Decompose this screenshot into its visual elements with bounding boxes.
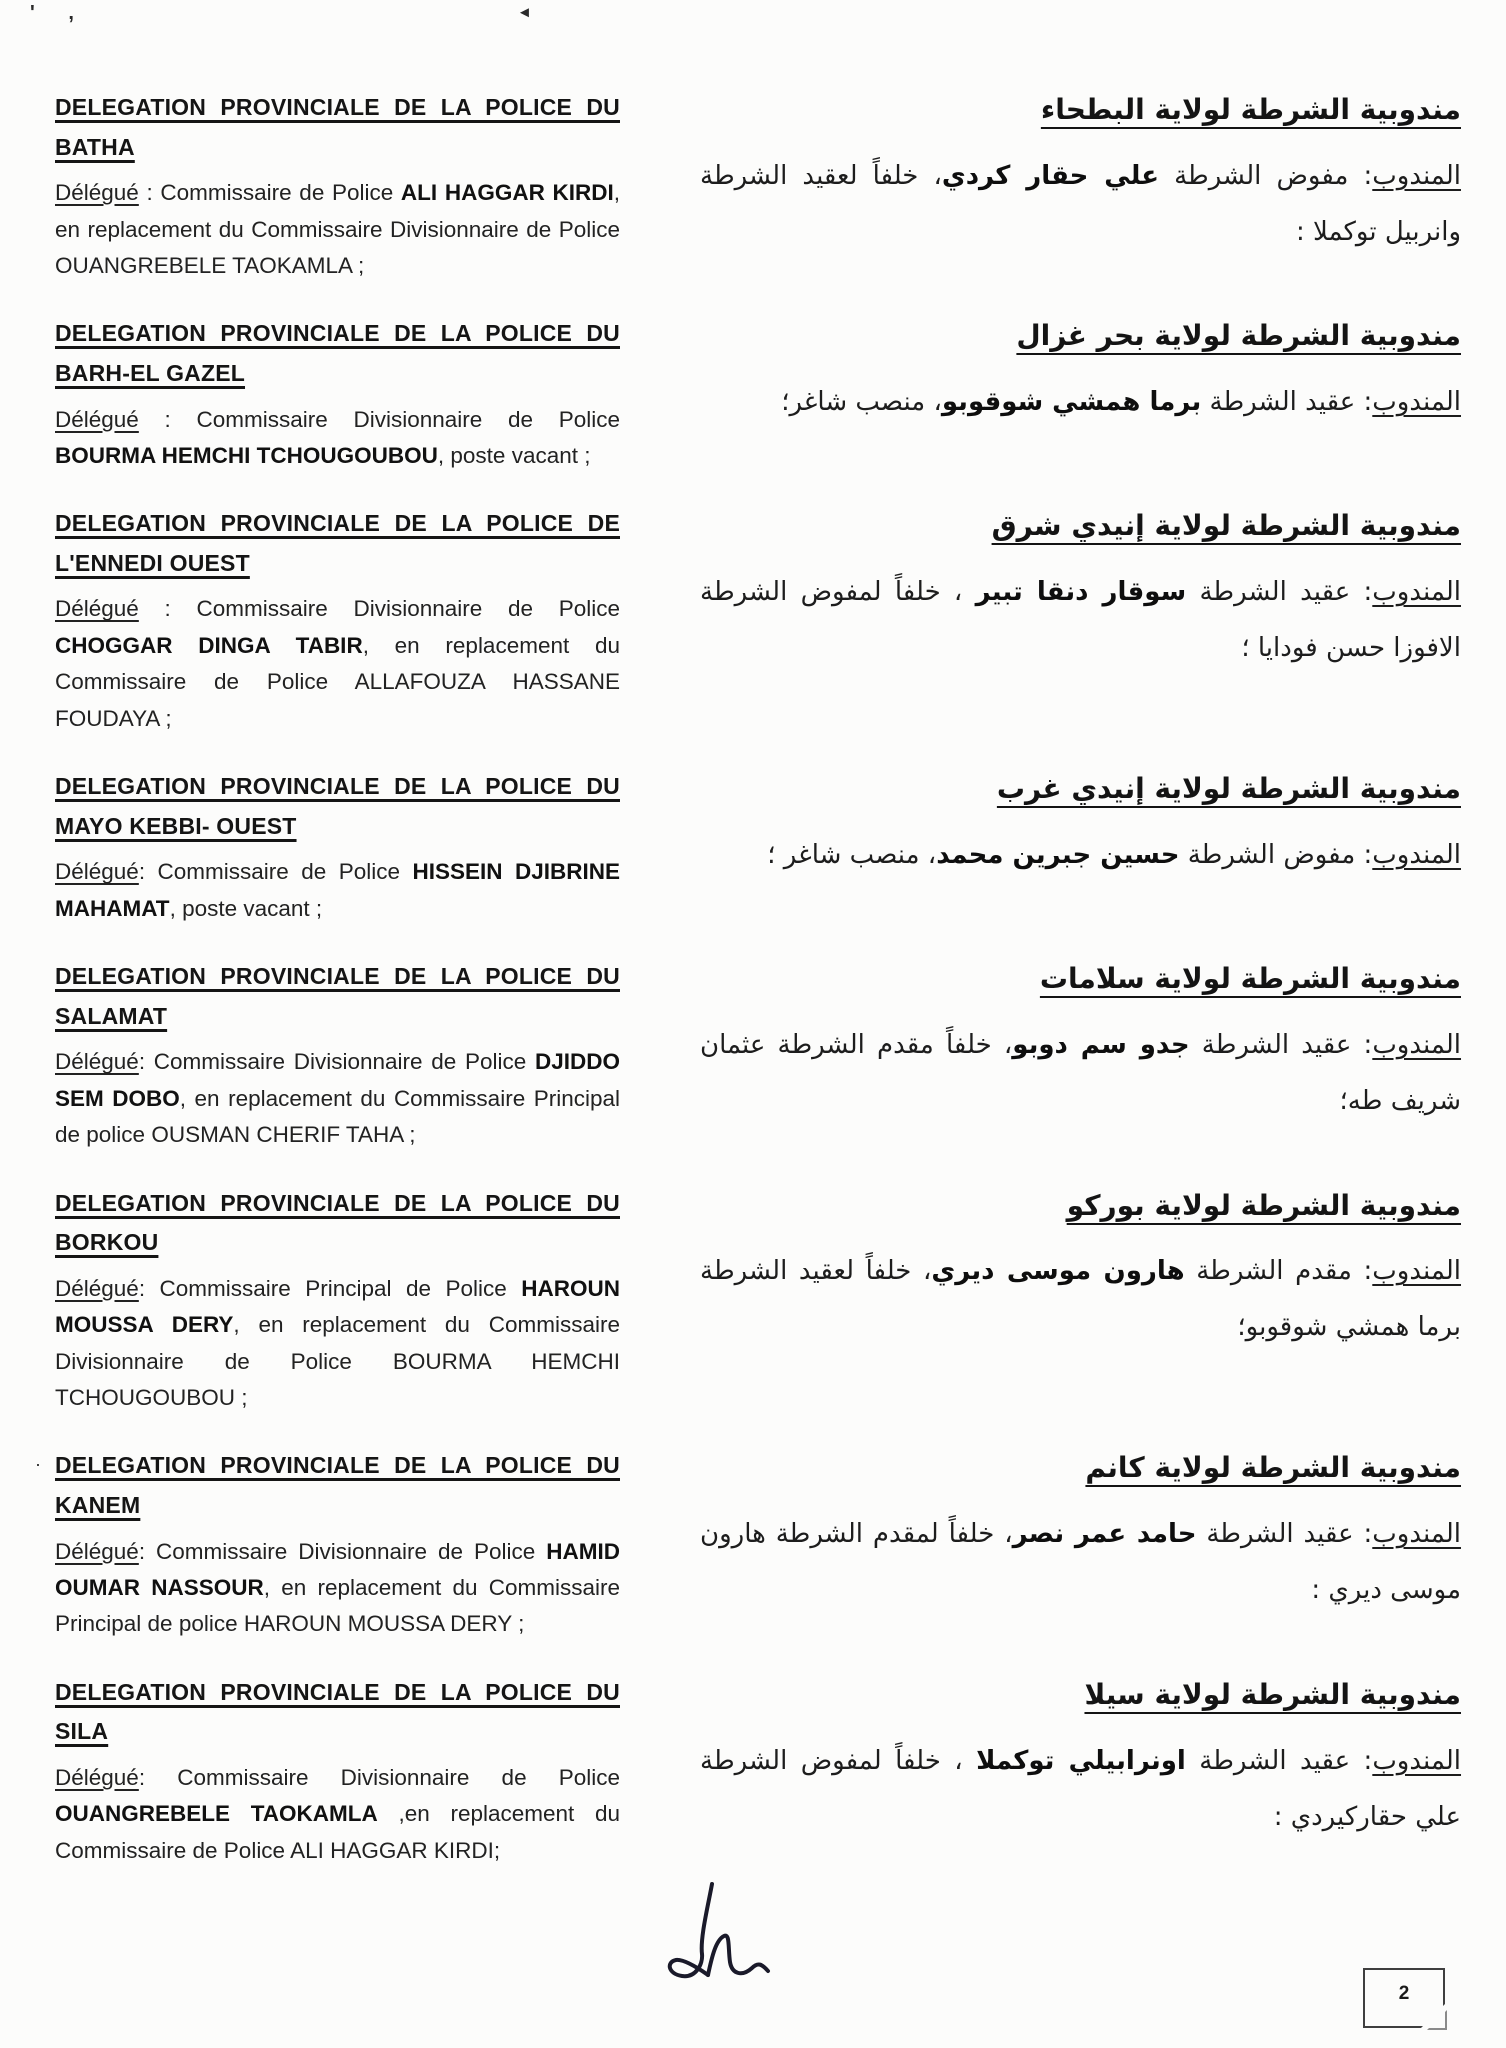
mandoub-label: المندوب [1372, 1519, 1461, 1550]
officer-name-ar: حامد عمر نصر [1012, 1519, 1197, 1550]
delegue-label: Délégué [55, 859, 139, 885]
delegation-body-fr [55, 591, 620, 737]
officer-name-ar: جدو سم دوبو [1012, 1029, 1190, 1060]
officer-name-fr: HISSEIN DJIBRINE MAHAMAT [55, 859, 620, 921]
arabic-column-cell [700, 1446, 1461, 1642]
scan-artifact-top-left: ' , [30, 2, 88, 24]
delegation-title-fr: DELEGATION PROVINCIALE DE LA POLICE DE L'ENNEDI OUEST [55, 510, 620, 576]
delegue-label: Délégué [55, 596, 139, 622]
arabic-column-cell [700, 1184, 1461, 1417]
french-column-cell [55, 1673, 620, 1869]
delegation-section [55, 767, 1461, 927]
french-column-cell [55, 504, 620, 737]
french-column-cell [55, 1184, 620, 1417]
officer-name-ar: سوقار دنقا تبير [975, 577, 1187, 608]
delegation-body-ar [700, 1507, 1461, 1619]
arabic-column-cell [700, 1673, 1461, 1869]
mandoub-label: المندوب [1372, 387, 1461, 418]
replacement-text-fr: , poste vacant ; [169, 895, 323, 921]
officer-name-fr: BOURMA HEMCHI TCHOUGOUBOU [55, 442, 438, 468]
delegation-title-ar: مندوبية الشرطة لولاية كانم [1085, 1451, 1461, 1485]
replacement-text-fr: , en replacement du Commissaire Principal de police OUSMAN CHERIF TAHA ; [55, 1085, 620, 1148]
delegation-title-ar: مندوبية الشرطة لولاية إنيدي شرق [991, 509, 1461, 543]
delegation-body-fr [55, 1271, 620, 1417]
delegation-title-fr: DELEGATION PROVINCIALE DE LA POLICE DU BORKOU [55, 1189, 620, 1256]
officer-name-ar: حسين جبرين محمد [936, 840, 1180, 871]
rank-text-fr: : Commissaire Divisionnaire de Police [138, 1538, 547, 1564]
mandoub-label: المندوب [1372, 160, 1461, 191]
delegation-title-ar: مندوبية الشرطة لولاية بحر غزال [1016, 319, 1461, 353]
delegation-title-ar: مندوبية الشرطة لولاية سيلا [1084, 1677, 1461, 1711]
page-number-box [1363, 1968, 1445, 2028]
delegation-body-fr [55, 1760, 620, 1869]
delegation-section [55, 314, 1461, 474]
arabic-column-cell [700, 957, 1461, 1153]
rank-text-ar: : عقيد الشرطة [1186, 577, 1373, 608]
mandoub-label: المندوب [1372, 1256, 1461, 1287]
replacement-text-fr: , en replacement du Commissaire Principal de police HAROUN MOUSSA DERY ; [55, 1574, 620, 1637]
delegation-title-fr: DELEGATION PROVINCIALE DE LA POLICE DU KANEM [55, 1452, 620, 1518]
french-column-cell [55, 957, 620, 1153]
french-column-cell [55, 767, 620, 927]
signature-mark [650, 1878, 830, 1993]
french-column-cell [35, 1446, 620, 1642]
page-number: 2 [1398, 1983, 1410, 2004]
officer-name-ar: هارون موسى ديري [931, 1256, 1185, 1287]
rank-text-ar: : مفوض الشرطة [1158, 160, 1373, 191]
replacement-text-fr: , poste vacant ; [437, 442, 591, 468]
arabic-column-cell [700, 314, 1461, 474]
delegue-label: Délégué [55, 1538, 139, 1564]
delegation-body-ar [700, 1734, 1461, 1846]
rank-text-fr: : Commissaire Divisionnaire de Police [138, 1764, 620, 1790]
delegation-section [55, 1184, 1461, 1417]
mandoub-label: المندوب [1372, 577, 1461, 608]
rank-text-fr: : Commissaire de Police [138, 859, 413, 885]
delegation-title-fr: DELEGATION PROVINCIALE DE LA POLICE DU BARH-EL GAZEL [55, 320, 620, 386]
replacement-text-ar: ، خلفاً لمقدم الشرطة هارون موسى ديري : [700, 1519, 1461, 1606]
delegation-section [55, 957, 1461, 1153]
delegue-label: Délégué [55, 406, 139, 432]
delegue-label: Délégué [55, 180, 139, 206]
mandoub-label: المندوب [1372, 1029, 1462, 1060]
mandoub-label: المندوب [1372, 840, 1461, 871]
delegation-body-ar [700, 1018, 1461, 1130]
replacement-text-fr: ,en replacement du Commissaire de Police ALI HAGGAR KIRDI; [55, 1801, 621, 1863]
delegation-title-fr: DELEGATION PROVINCIALE DE LA POLICE DU SALAMAT [55, 963, 620, 1029]
replacement-text-ar: ، خلفاً مقدم الشرطة عثمان شريف طه؛ [700, 1029, 1461, 1116]
delegation-body-fr [55, 402, 620, 475]
page-corner-fold-icon [1421, 2004, 1445, 2028]
delegation-body-ar [700, 375, 1461, 431]
sections [35, 88, 1462, 1869]
officer-name-fr: ALI HAGGAR KIRDI [400, 180, 614, 206]
delegation-body-fr [55, 1044, 620, 1153]
replacement-text-ar: ، خلفاً لعقيد الشرطة برما همشي شوقوبو؛ [700, 1256, 1461, 1343]
rank-text-fr: : Commissaire Divisionnaire de Police [138, 406, 620, 432]
rank-text-ar: : مقدم الشرطة [1184, 1256, 1373, 1287]
scan-artifact-top-center: ◄ [517, 4, 532, 21]
delegation-body-ar [700, 149, 1461, 261]
delegation-title-fr: DELEGATION PROVINCIALE DE LA POLICE DU SILA [55, 1678, 620, 1745]
officer-name-fr: HAMID OUMAR NASSOUR [55, 1538, 620, 1600]
officer-name-fr: DJIDDO SEM DOBO [55, 1049, 620, 1111]
replacement-text-fr: , en replacement du Commissaire Divisionnaire de Police BOURMA HEMCHI TCHOUGOUBOU ; [55, 1312, 620, 1410]
delegation-title-ar: مندوبية الشرطة لولاية إنيدي غرب [996, 772, 1461, 806]
mandoub-label: المندوب [1372, 1745, 1462, 1776]
rank-text-fr: : Commissaire Principal de Police [138, 1275, 522, 1301]
delegation-body-ar [700, 828, 1461, 884]
french-column-cell [55, 88, 620, 284]
delegation-body-fr [55, 1534, 620, 1643]
delegue-label: Délégué [55, 1049, 139, 1075]
rank-text-ar: : عقيد الشرطة [1201, 387, 1373, 418]
officer-name-fr: HAROUN MOUSSA DERY [55, 1275, 620, 1338]
french-column-cell [55, 314, 620, 474]
delegation-body-ar [700, 1244, 1461, 1356]
arabic-column-cell [700, 767, 1461, 927]
officer-name-ar: برما همشي شوقوبو [941, 387, 1202, 418]
replacement-text-ar: ، خلفاً لمفوض الشرطة الافوزا حسن فودايا ؛ [700, 577, 1461, 664]
rank-text-ar: : عقيد الشرطة [1185, 1745, 1373, 1776]
arabic-column-cell [700, 88, 1461, 284]
delegation-section [55, 88, 1461, 284]
rank-text-fr: : Commissaire Divisionnaire de Police [138, 596, 620, 622]
delegation-title-ar: مندوبية الشرطة لولاية سلامات [1039, 962, 1461, 996]
officer-name-ar: اونرابيلي توكملا [976, 1745, 1186, 1776]
replacement-text-fr: , en replacement du Commissaire de Police ALLAFOUZA HASSANE FOUDAYA ; [55, 632, 620, 731]
replacement-text-ar: ، منصب شاغر؛ [781, 387, 942, 418]
delegation-title-ar: مندوبية الشرطة لولاية البطحاء [1040, 93, 1461, 126]
delegation-body-fr [55, 175, 620, 284]
replacement-text-ar: ، خلفاً لعقيد الشرطة وانربيل توكملا : [700, 160, 1461, 247]
officer-name-ar: علي حقار كردي [941, 160, 1159, 191]
delegation-title-ar: مندوبية الشرطة لولاية بوركو [1066, 1188, 1461, 1222]
officer-name-fr: OUANGREBELE TAOKAMLA [55, 1801, 378, 1827]
delegue-label: Délégué [55, 1764, 139, 1790]
replacement-text-ar: ، منصب شاغر ؛ [767, 840, 937, 871]
delegation-body-ar [700, 565, 1461, 677]
officer-name-fr: CHOGGAR DINGA TABIR [55, 632, 363, 658]
rank-text-ar: : عقيد الشرطة [1196, 1519, 1373, 1550]
delegue-label: Délégué [55, 1275, 139, 1301]
rank-text-ar: : مفوض الشرطة [1179, 840, 1373, 871]
delegation-section [55, 504, 1461, 737]
rank-text-fr: : Commissaire Divisionnaire de Police [138, 1049, 535, 1075]
rank-text-fr: : Commissaire de Police [138, 180, 401, 206]
replacement-text-ar: ، خلفاً لمفوض الشرطة علي حقاركيردي : [700, 1745, 1461, 1832]
delegation-body-fr [55, 854, 620, 927]
delegation-title-fr: DELEGATION PROVINCIALE DE LA POLICE DU BATHA [55, 94, 620, 160]
arabic-column-cell [700, 504, 1461, 737]
delegation-section [55, 1673, 1461, 1869]
delegation-section [35, 1446, 1461, 1642]
replacement-text-fr: , en replacement du Commissaire Divisionnaire de Police OUANGREBELE TAOKAMLA ; [55, 180, 620, 278]
delegation-title-fr: DELEGATION PROVINCIALE DE LA POLICE DU MAYO KEBBI- OUEST [55, 773, 620, 839]
rank-text-ar: : عقيد الشرطة [1189, 1029, 1373, 1060]
list-bullet: · [35, 1454, 41, 1475]
